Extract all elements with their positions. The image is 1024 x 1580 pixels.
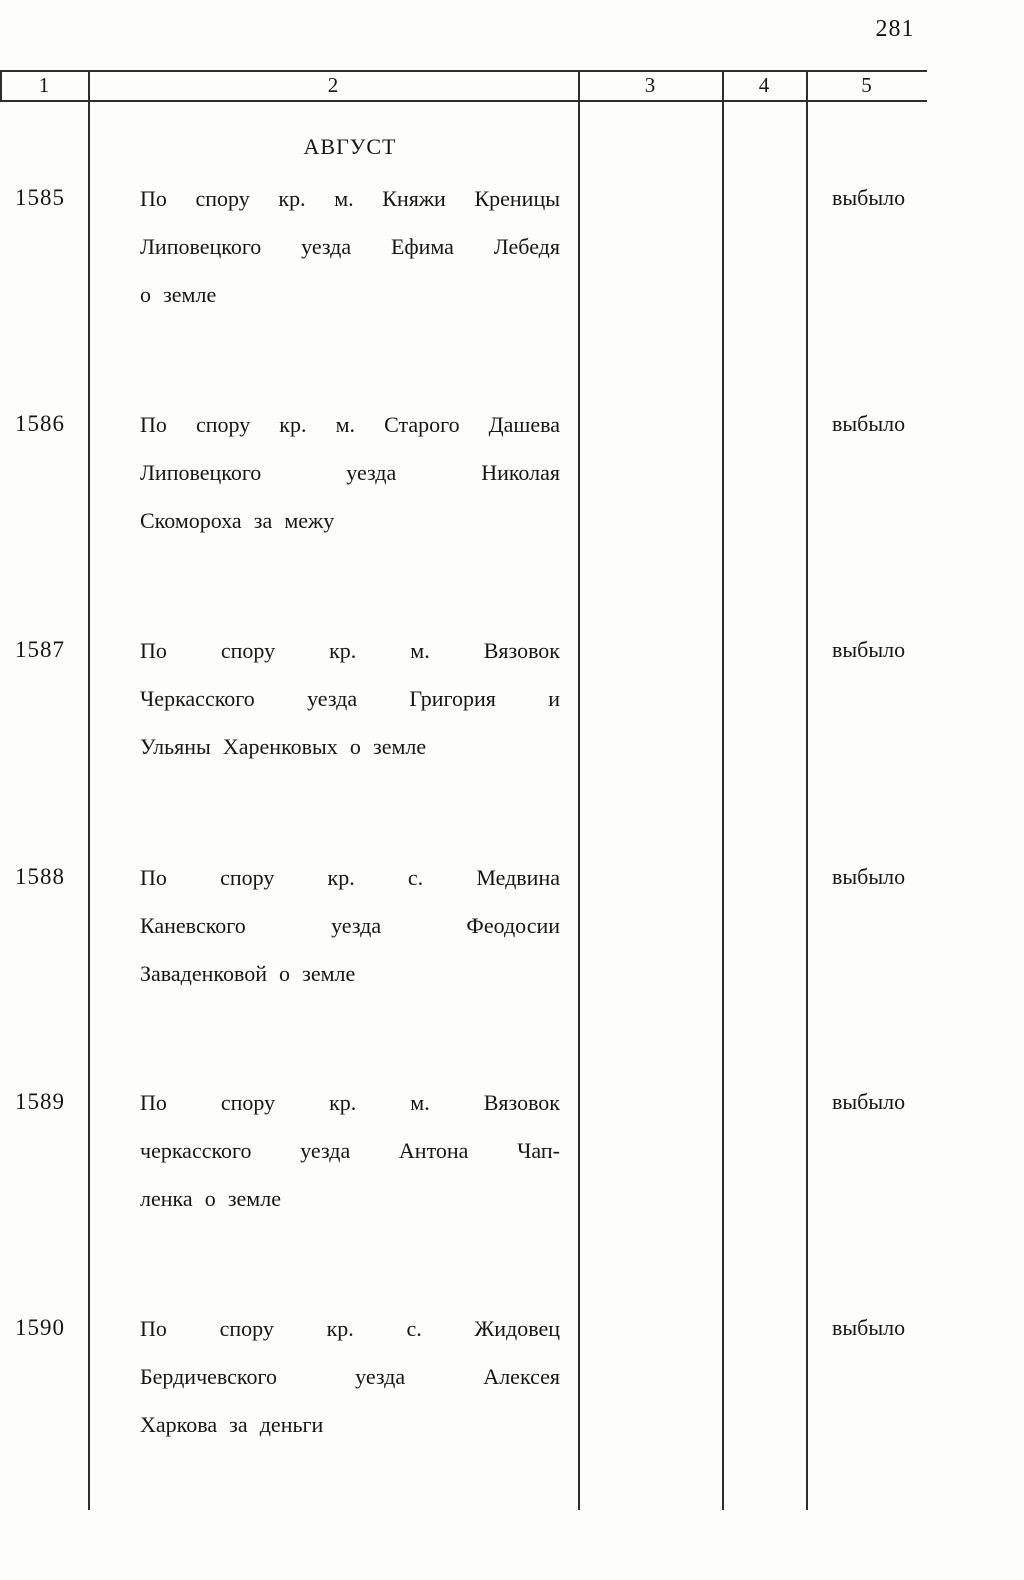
- case-description-line: Скомороха за межу: [140, 508, 335, 533]
- status-value: выбыло: [832, 864, 906, 889]
- case-description-line: Ульяны Харенковых о земле: [140, 734, 427, 759]
- case-description-line: Бердичевского уезда Алексея: [140, 1364, 560, 1389]
- case-description-line: Харкова за деньги: [140, 1412, 324, 1437]
- case-number: 1587: [15, 637, 65, 662]
- table-header-col-1: 1: [38, 73, 50, 97]
- status-value: выбыло: [832, 411, 906, 436]
- table-header-col-5: 5: [861, 73, 872, 97]
- table-header-bottom-rule: [0, 100, 927, 102]
- case-number: 1590: [15, 1315, 65, 1340]
- status-value: выбыло: [832, 185, 906, 210]
- table-header-col-2: 2: [327, 73, 339, 97]
- case-description-line: По спору кр. м. Вязовок: [140, 1090, 560, 1115]
- case-number: 1585: [15, 185, 65, 210]
- case-description-line: о земле: [140, 282, 217, 307]
- table-row: [0, 183, 1024, 343]
- status-value: выбыло: [832, 637, 906, 662]
- case-description-line: По спору кр. м. Вязовок: [140, 638, 560, 663]
- case-description-line: По спору кр. м. Княжи Креницы: [140, 186, 560, 211]
- case-description-line: Липовецкого уезда Николая: [140, 460, 560, 485]
- table-header-col-4: 4: [758, 73, 770, 97]
- table-row: [0, 862, 1024, 1022]
- case-description: [140, 862, 560, 1006]
- section-title-month: АВГУСТ: [303, 134, 397, 159]
- case-description: [140, 1313, 560, 1457]
- table-row: [0, 635, 1024, 795]
- table-row: [0, 409, 1024, 569]
- page-number: 281: [875, 16, 915, 42]
- status-value: выбыло: [832, 1315, 906, 1340]
- case-number: 1589: [15, 1089, 65, 1114]
- case-description-line: Черкасского уезда Григория и: [140, 686, 560, 711]
- case-description-line: По спору кр. м. Старого Дашева: [140, 412, 560, 437]
- table-row: [0, 1313, 1024, 1473]
- case-description-line: черкасского уезда Антона Чап-: [140, 1138, 560, 1163]
- case-description: [140, 183, 560, 327]
- case-description-line: ленка о земле: [140, 1186, 281, 1211]
- table-header-col-3: 3: [644, 73, 656, 97]
- status-value: выбыло: [832, 1089, 906, 1114]
- case-description-line: Липовецкого уезда Ефима Лебедя: [140, 234, 560, 259]
- case-description: [140, 409, 560, 553]
- case-number: 1588: [15, 864, 65, 889]
- case-description: [140, 635, 560, 779]
- case-number: 1586: [15, 411, 65, 436]
- table-row: [0, 1087, 1024, 1247]
- case-description-line: По спору кр. с. Медвина: [140, 865, 560, 890]
- case-description-line: Заваденковой о земле: [140, 961, 356, 986]
- case-description-line: По спору кр. с. Жидовец: [140, 1316, 560, 1341]
- case-description: [140, 1087, 560, 1231]
- case-description-line: Каневского уезда Феодосии: [140, 913, 560, 938]
